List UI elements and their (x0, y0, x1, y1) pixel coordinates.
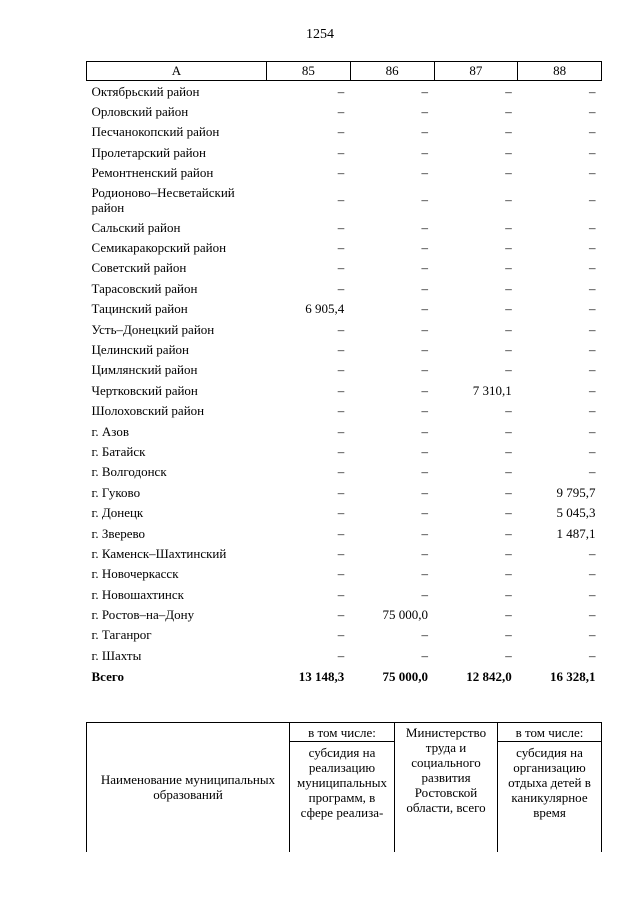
value-cell: – (589, 545, 596, 561)
value-cell: – (421, 144, 428, 160)
value-cell: – (505, 301, 512, 317)
table-row (87, 523, 602, 543)
value-cell: – (505, 545, 512, 561)
table-row (87, 421, 602, 441)
municipality-name: Пролетарский район (91, 144, 207, 160)
municipality-name: г. Гуково (91, 484, 141, 500)
table-row (87, 101, 602, 121)
vacation-subsidy-header: субсидия на организацию отдыха детей в каникулярное время (498, 742, 602, 852)
table-row (87, 163, 602, 183)
subsidy-header-table (86, 722, 602, 852)
table-row (87, 441, 602, 461)
value-cell: – (589, 423, 596, 439)
value-cell: – (337, 443, 345, 459)
value-cell: – (505, 192, 512, 208)
municipality-name: г. Новочеркасск (91, 566, 179, 582)
table-row (87, 564, 602, 584)
value-cell: – (337, 505, 345, 521)
value-cell: – (421, 545, 428, 561)
value-cell: – (421, 464, 428, 480)
table-row (87, 360, 602, 380)
page-number: 1254 (306, 27, 334, 42)
value-cell: – (589, 382, 596, 398)
column-header: 85 (267, 62, 351, 81)
value-cell: – (505, 280, 512, 296)
value-cell: – (337, 280, 345, 296)
value-cell: – (505, 240, 512, 256)
value-cell: – (337, 219, 345, 235)
table-row (87, 502, 602, 522)
value-cell: – (337, 566, 345, 582)
table-row (87, 625, 602, 645)
value-cell: – (589, 464, 596, 480)
value-cell: – (505, 83, 512, 99)
value-cell: – (337, 403, 345, 419)
value-cell: – (589, 362, 596, 378)
value-cell: – (337, 525, 345, 541)
value-cell: 1 487,1 (556, 525, 596, 541)
value-cell: – (505, 260, 512, 276)
value-cell: – (505, 443, 512, 459)
total-value: 75 000,0 (382, 669, 428, 685)
value-cell: 6 905,4 (305, 301, 345, 317)
value-cell: – (505, 566, 512, 582)
value-cell: – (337, 607, 345, 623)
value-cell: – (421, 165, 428, 181)
column-header: 87 (434, 62, 518, 81)
value-cell: – (421, 586, 428, 602)
value-cell: – (505, 219, 512, 235)
value-cell: – (589, 124, 596, 140)
value-cell: – (505, 321, 512, 337)
value-cell: – (337, 627, 345, 643)
value-cell: – (589, 219, 596, 235)
value-cell: – (337, 647, 345, 663)
value-cell: – (505, 627, 512, 643)
table-row (87, 400, 602, 420)
column-header: 86 (350, 62, 434, 81)
value-cell: – (505, 525, 512, 541)
value-cell: – (337, 240, 345, 256)
value-cell: – (505, 484, 512, 500)
value-cell: – (337, 484, 345, 500)
value-cell: – (589, 260, 596, 276)
table-row (87, 462, 602, 482)
municipality-name: г. Каменск–Шахтинский (91, 545, 227, 561)
municipality-name: Ремонтненский район (91, 165, 214, 181)
value-cell: – (337, 464, 345, 480)
table-row (87, 237, 602, 257)
municipality-name: г. Новошахтинск (91, 586, 184, 602)
municipality-name: Сальский район (91, 219, 181, 235)
municipality-name: г. Азов (91, 423, 129, 439)
value-cell: – (337, 83, 345, 99)
value-cell: 75 000,0 (382, 607, 428, 623)
value-cell: – (337, 545, 345, 561)
table-row (87, 217, 602, 237)
value-cell: – (421, 280, 428, 296)
value-cell: – (337, 586, 345, 602)
value-cell: – (421, 362, 428, 378)
value-cell: – (589, 144, 596, 160)
total-value: 16 328,1 (550, 669, 596, 685)
table-row (87, 319, 602, 339)
total-value: 12 842,0 (466, 669, 512, 685)
municipality-name: г. Ростов–на–Дону (91, 607, 195, 623)
value-cell: – (505, 362, 512, 378)
value-cell: – (421, 627, 428, 643)
total-value: 13 148,3 (298, 669, 345, 685)
municipality-name-header: Наименование муниципальных образований (87, 723, 290, 852)
value-cell: – (505, 403, 512, 419)
value-cell: – (589, 607, 596, 623)
value-cell: – (421, 382, 428, 398)
value-cell: – (421, 505, 428, 521)
value-cell: – (505, 104, 512, 120)
ministry-header: Министерство труда и социального развития Ростовской области, всего (395, 723, 498, 852)
value-cell: – (421, 301, 428, 317)
value-cell: – (337, 144, 345, 160)
value-cell: – (421, 104, 428, 120)
value-cell: – (337, 104, 345, 120)
including-header: в том числе: (498, 723, 602, 742)
value-cell: – (337, 321, 345, 337)
table-row (87, 122, 602, 142)
table-row (87, 258, 602, 278)
value-cell: – (505, 464, 512, 480)
value-cell: – (505, 341, 512, 357)
value-cell: – (505, 165, 512, 181)
value-cell: – (421, 647, 428, 663)
value-cell: – (421, 83, 428, 99)
value-cell: – (589, 647, 596, 663)
value-cell: – (421, 341, 428, 357)
municipality-name: Семикаракорский район (91, 240, 227, 256)
value-cell: – (421, 484, 428, 500)
value-cell: – (337, 341, 345, 357)
value-cell: – (505, 124, 512, 140)
municipality-name: Целинский район (91, 341, 189, 357)
value-cell: – (421, 443, 428, 459)
value-cell: – (421, 219, 428, 235)
municipality-name: г. Донецк (91, 505, 144, 521)
municipality-name: г. Таганрог (91, 627, 152, 643)
municipality-name: Орловский район (91, 104, 189, 120)
table-row (87, 584, 602, 604)
value-cell: – (421, 192, 428, 208)
value-cell: – (421, 423, 428, 439)
value-cell: – (505, 423, 512, 439)
value-cell: – (589, 321, 596, 337)
table-row (87, 81, 602, 102)
table-row (87, 645, 602, 665)
municipality-name: г. Зверево (91, 525, 146, 541)
value-cell: – (337, 192, 345, 208)
value-cell: – (421, 403, 428, 419)
value-cell: – (589, 83, 596, 99)
municipality-name: Тарасовский район (91, 280, 198, 296)
municipality-name: Тацинский район (91, 301, 188, 317)
value-cell: – (589, 586, 596, 602)
municipality-name: г. Волгодонск (91, 464, 167, 480)
budget-table (86, 61, 602, 688)
value-cell: – (421, 240, 428, 256)
total-row (87, 666, 602, 688)
municipality-name: Шолоховский район (91, 403, 205, 419)
value-cell: 9 795,7 (556, 484, 596, 500)
value-cell: – (337, 260, 345, 276)
column-header: А (87, 62, 267, 81)
value-cell: – (505, 144, 512, 160)
municipality-name: Цимлянский район (91, 362, 198, 378)
table-row (87, 604, 602, 624)
table-row (87, 380, 602, 400)
including-header: в том числе: (290, 723, 395, 742)
table-row (87, 543, 602, 563)
municipality-name: Родионово–Несветайский район (91, 184, 235, 215)
value-cell: 7 310,1 (472, 382, 512, 398)
value-cell: – (589, 341, 596, 357)
value-cell: – (589, 240, 596, 256)
value-cell: – (421, 321, 428, 337)
municipality-name: Октябрьский район (91, 83, 200, 99)
value-cell: – (337, 124, 345, 140)
table-row (87, 339, 602, 359)
municipality-name: Чертковский район (91, 382, 198, 398)
value-cell: – (589, 443, 596, 459)
value-cell: – (589, 165, 596, 181)
column-header: 88 (518, 62, 602, 81)
value-cell: – (337, 362, 345, 378)
municipality-name: Усть–Донецкий район (91, 321, 215, 337)
value-cell: – (421, 566, 428, 582)
value-cell: – (505, 586, 512, 602)
value-cell: – (421, 260, 428, 276)
value-cell: – (337, 382, 345, 398)
value-cell: – (589, 566, 596, 582)
value-cell: 5 045,3 (556, 505, 596, 521)
table-row (87, 278, 602, 298)
value-cell: – (589, 627, 596, 643)
table-header-row (87, 62, 602, 81)
value-cell: – (421, 124, 428, 140)
table-row (87, 142, 602, 162)
municipality-name: Советский район (91, 260, 187, 276)
value-cell: – (589, 192, 596, 208)
total-label: Всего (91, 669, 124, 685)
value-cell: – (505, 607, 512, 623)
table-row (87, 183, 602, 217)
value-cell: – (421, 525, 428, 541)
value-cell: – (505, 647, 512, 663)
municipality-name: Песчанокопский район (91, 124, 220, 140)
table-body (87, 81, 602, 688)
municipality-name: г. Батайск (91, 443, 146, 459)
value-cell: – (337, 165, 345, 181)
table-row (87, 482, 602, 502)
value-cell: – (337, 423, 345, 439)
value-cell: – (589, 280, 596, 296)
program-subsidy-header: субсидия на реализацию муниципальных программ, в сфере реализа- (290, 742, 395, 852)
value-cell: – (589, 104, 596, 120)
value-cell: – (589, 403, 596, 419)
municipality-name: г. Шахты (91, 647, 142, 663)
table-row (87, 299, 602, 319)
value-cell: – (505, 505, 512, 521)
value-cell: – (589, 301, 596, 317)
